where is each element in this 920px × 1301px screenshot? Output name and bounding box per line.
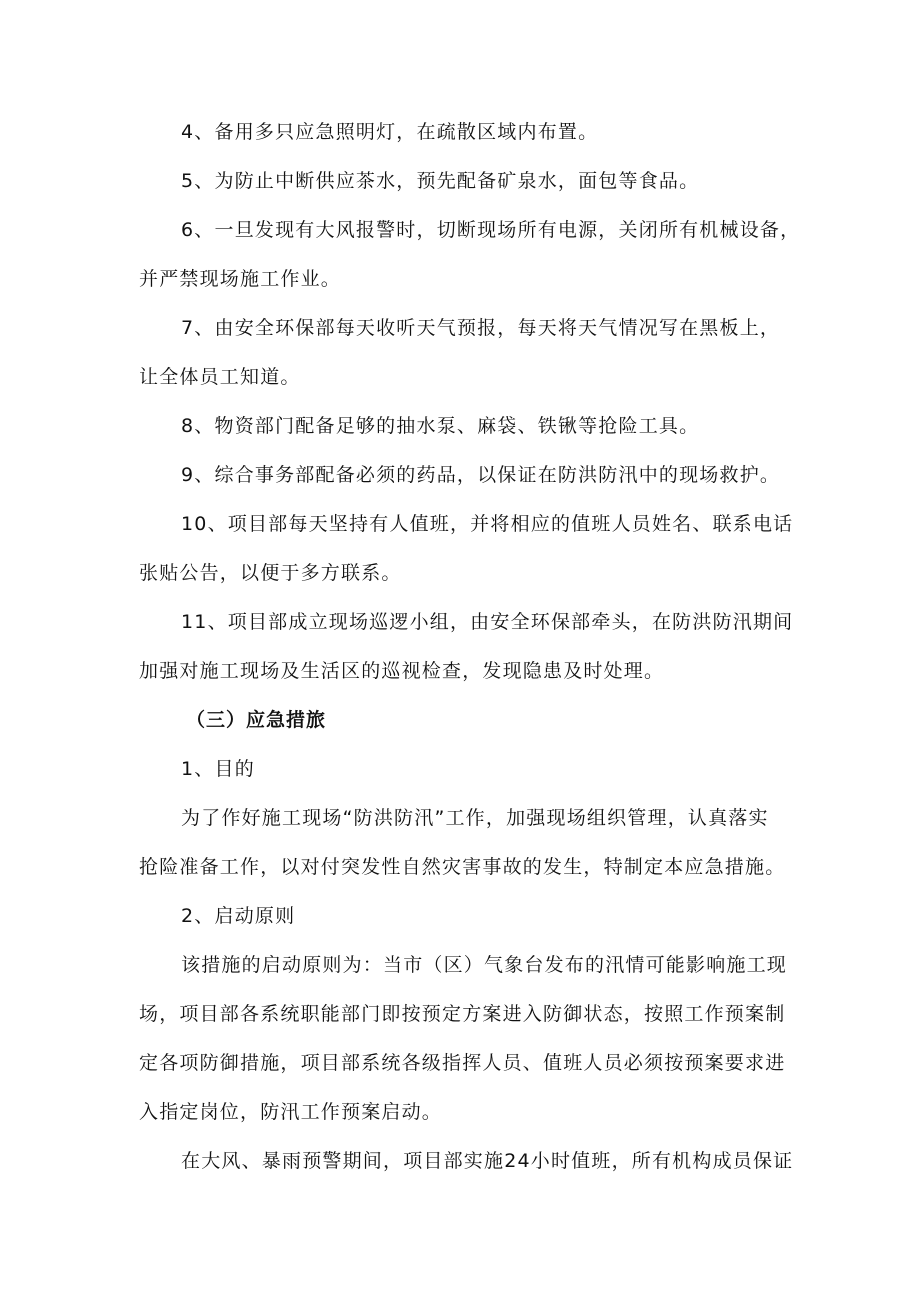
- item-7-line-1: 7、由安全环保部每天收听天气预报，每天将天气情况写在黑板上，: [181, 317, 781, 339]
- item-11-line-1: 11、项目部成立现场巡逻小组，由安全环保部牵头，在防洪防汛期间: [181, 611, 794, 633]
- activation-line-2: 场，项目部各系统职能部门即按预定方案进入防御状态，按照工作预案制: [139, 1003, 786, 1025]
- item-6-line-2: 并严禁现场施工作业。: [139, 268, 342, 290]
- activation-line-3: 定各项防御措施，项目部系统各级指挥人员、值班人员必须按预案要求进: [139, 1052, 786, 1074]
- activation-line-1: 该措施的启动原则为：当市（区）气象台发布的汛情可能影响施工现: [181, 954, 788, 976]
- purpose-line-1: 为了作好施工现场“防洪防汛”工作，加强现场组织管理，认真落实: [181, 807, 769, 829]
- item-6-line-1: 6、一旦发现有大风报警时，切断现场所有电源，关闭所有机械设备，: [181, 219, 801, 241]
- item-10-line-2: 张贴公告，以便于多方联系。: [139, 562, 402, 584]
- item-8-line: 8、物资部门配备足够的抽水泵、麻袋、铁锹等抢险工具。: [181, 415, 700, 437]
- item-11-line-2: 加强对施工现场及生活区的巡视检查，发现隐患及时处理。: [139, 660, 665, 682]
- activation-line-4: 入指定岗位，防汛工作预案启动。: [139, 1101, 443, 1123]
- subheading-purpose: 1、目的: [181, 758, 255, 780]
- item-7-line-2: 让全体员工知道。: [139, 366, 301, 388]
- item-9-line: 9、综合事务部配备必须的药品，以保证在防洪防汛中的现场救护。: [181, 464, 781, 486]
- warning-period-line: 在大风、暴雨预警期间，项目部实施24小时值班，所有机构成员保证: [181, 1150, 794, 1172]
- item-4-line: 4、备用多只应急照明灯，在疏散区域内布置。: [181, 121, 599, 143]
- purpose-line-2: 抢险准备工作，以对付突发性自然灾害事故的发生，特制定本应急措施。: [139, 856, 786, 878]
- item-5-line: 5、为防止中断供应茶水，预先配备矿泉水，面包等食品。: [181, 170, 700, 192]
- section-heading: （三）应急措旅: [186, 709, 327, 731]
- item-10-line-1: 10、项目部每天坚持有人值班，并将相应的值班人员姓名、联系电话: [181, 513, 794, 535]
- subheading-activation-principle: 2、启动原则: [181, 905, 296, 927]
